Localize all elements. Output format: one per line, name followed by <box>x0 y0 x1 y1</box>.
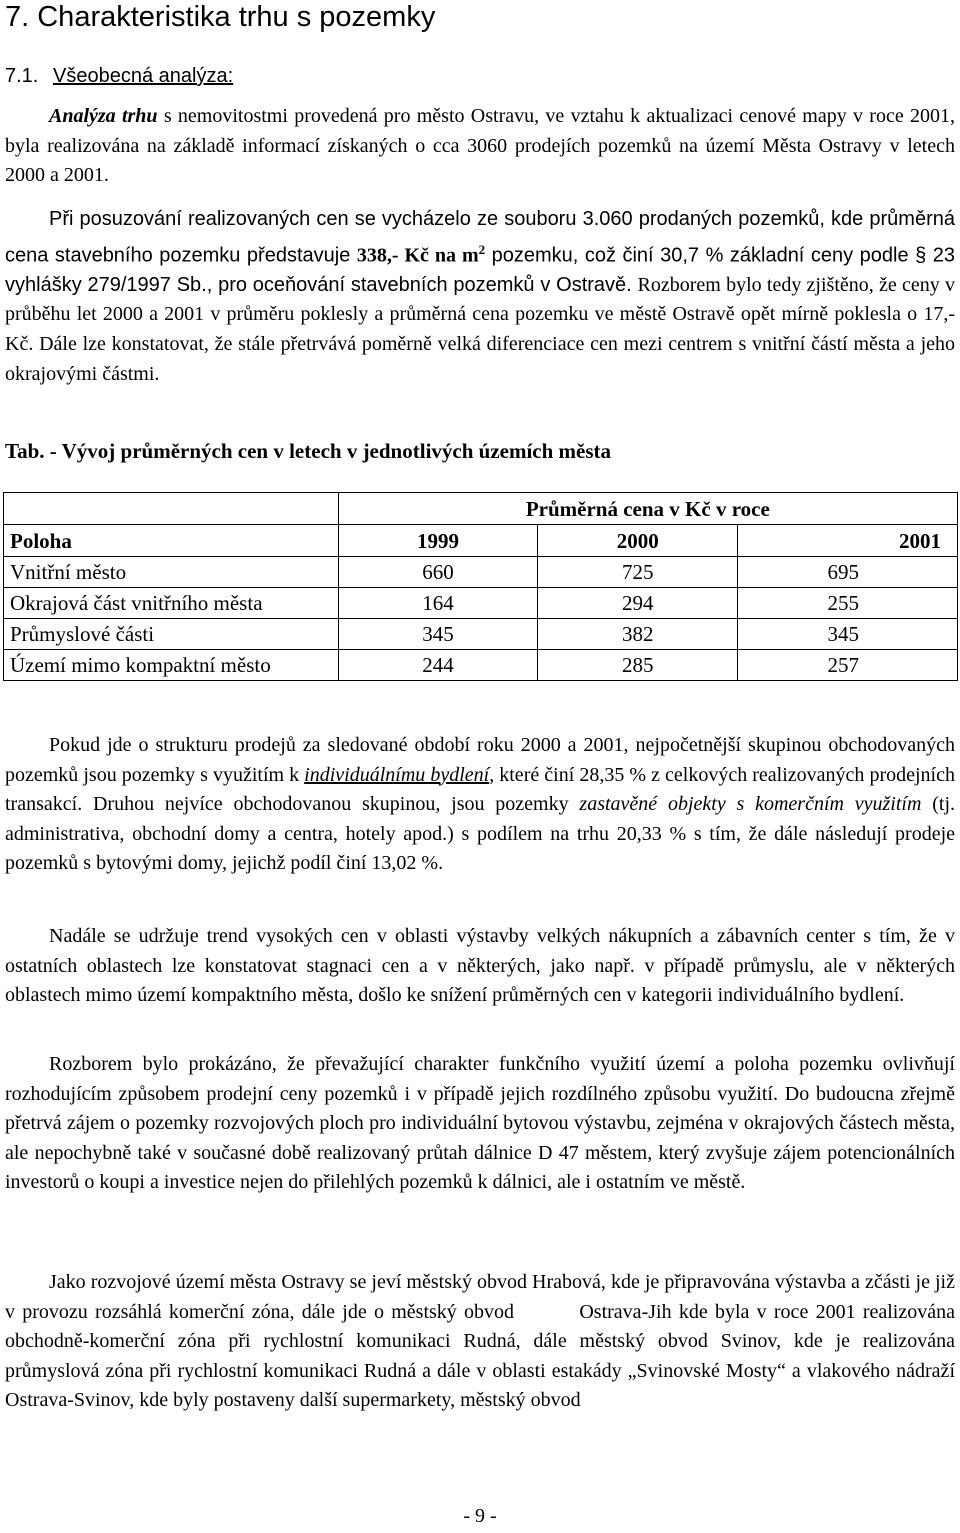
table-row <box>4 557 958 588</box>
table-header-location: Poloha <box>4 525 339 557</box>
development-text: Jako rozvojové území města Ostravy se jeví městský obvod Hrabová, kde je připravována výstavba a zčásti je již v provozu rozsáhlá komerční zóna, dále jde o městský obvod Ostrava-Jih kde byla v roce 2001 realizována obchodně-komerční zóna při rychlostní komunikaci Rudná, dále městský obvod Svinov, kde je realizována průmyslová zóna při rychlostní komunikaci Rudná a dále v oblasti estakády „Svinovské Mosty“ a vlakového nádraží Ostrava-Svinov, kde byly postaveny další supermarkety, městský obvod <box>5 1271 960 1412</box>
intro-lead: Analýza trhu <box>49 105 158 127</box>
table-caption: Tab. - Vývoj průměrných cen v letech v jednotlivých územích města <box>5 439 612 463</box>
row-value: 695 <box>738 557 958 588</box>
table-header-year: 2000 <box>538 525 738 557</box>
row-location: Území mimo kompaktní město <box>4 650 339 681</box>
table-row <box>4 588 958 619</box>
price-text-part3: Rozborem bylo tedy zjištěno, že ceny v průběhu let 2000 a 2001 v průměru poklesly a průměrná cena pozemku ve městě Ostravě opět mírně poklesla o 17,- Kč. Dále lze konstatovat, že stále přetrvává poměrně velká diferenciace cen mezi centrem s vnitřní částí města a jeho okrajovými částmi. <box>5 273 955 385</box>
table-group-header-row <box>4 493 958 525</box>
price-superscript: 2 <box>478 241 486 257</box>
row-location: Průmyslové části <box>4 619 339 650</box>
table-group-header: Průměrná cena v Kč v roce <box>338 493 957 525</box>
subsection-title: Všeobecná analýza: <box>53 65 234 87</box>
table-header-year: 1999 <box>338 525 538 557</box>
table-header-year: 2001 <box>738 525 958 557</box>
price-table <box>3 492 958 681</box>
page-number: - 9 - <box>463 1505 497 1527</box>
price-text-part2: pozemku, což činí 30,7 % základní ceny podle § 23 vyhlášky 279/1997 Sb., pro oceňování stavebních pozemků v Ostravě. <box>5 244 955 296</box>
price-paragraph <box>5 205 955 389</box>
row-value: 257 <box>738 650 958 681</box>
row-value: 244 <box>338 650 538 681</box>
subsection-number: 7.1. <box>5 65 39 87</box>
row-location: Vnitřní město <box>4 557 339 588</box>
row-value: 285 <box>538 650 738 681</box>
structure-paragraph <box>5 731 955 879</box>
intro-text: s nemovitostmi provedená pro město Ostravu, ve vztahu k aktualizaci cenové mapy v roce 2001, byla realizována na základě informací získaných o cca 3060 prodejích pozemků na území Města Ostravy v letech 2000 a 2001. <box>5 105 956 187</box>
row-value: 294 <box>538 588 738 619</box>
row-value: 382 <box>538 619 738 650</box>
structure-emphasis-2: zastavěné objekty s komerčním využitím <box>579 793 922 816</box>
row-location: Okrajová část vnitřního města <box>4 588 339 619</box>
row-value: 345 <box>338 619 538 650</box>
structure-text-a: Pokud jde o strukturu prodejů za sledované období roku 2000 a 2001, nejpočetnější skupinou obchodovaných pozemků jsou pozemky s využitím k <box>5 734 955 786</box>
subsection-heading <box>5 62 233 90</box>
table-empty-cell <box>4 493 339 525</box>
trend-paragraph <box>5 922 955 1011</box>
trend-text: Nadále se udržuje trend vysokých cen v oblasti výstavby velkých nákupních a zábavních center s tím, že v ostatních oblastech lze konstatovat stagnaci cen a v některých, jako např. v případě průmyslu, ale v některých oblastech mimo území kompaktního města, došlo ke snížení průměrných cen v kategorii individuálního bydlení. <box>5 925 955 1007</box>
table-row <box>4 619 958 650</box>
row-value: 660 <box>338 557 538 588</box>
analysis-paragraph <box>5 1050 955 1198</box>
table-row <box>4 650 958 681</box>
structure-emphasis-1: individuálnímu bydlení <box>304 763 490 786</box>
table-header-row <box>4 525 958 557</box>
analysis-text: Rozborem bylo prokázáno, že převažující charakter funkčního využití území a poloha pozemku ovlivňují rozhodujícím způsobem prodejní ceny pozemků i v případě jejich rozdílného způsobu využití. Do budoucna zřejmě přetrvá zájem o pozemky rozvojových ploch pro individuální bytovou výstavbu, zejména v okrajových částech města, ale nepochybně také v současné době realizovaný průtah dálnice D 47 městem, který zvyšuje zájem potencionálních investorů o koupi a investice nejen do přilehlých pozemků k dálnici, ale i ostatním ve městě. <box>5 1053 955 1194</box>
development-paragraph <box>5 1268 960 1416</box>
price-text-part1: Při posuzování realizovaných cen se vycházelo ze souboru 3.060 prodaných pozemků, kde průměrná cena stavebního pozemku představuje <box>5 208 955 267</box>
section-heading: 7. Charakteristika trhu s pozemky <box>5 1 436 33</box>
row-value: 164 <box>338 588 538 619</box>
row-value: 345 <box>738 619 958 650</box>
intro-paragraph <box>5 102 955 191</box>
structure-text-b: , které činí 28,35 % z celkových realizovaných prodejních transakcí. Druhou nejvíce obchodovanou skupinou, jsou pozemky <box>5 763 955 816</box>
row-value: 255 <box>738 588 958 619</box>
structure-text-c: (tj. administrativa, obchodní domy a centra, hotely apod.) s podílem na trhu 20,33 % s tím, že dále následují prodeje pozemků s bytovými domy, jejichž podíl činí 13,02 %. <box>5 793 955 875</box>
price-value: 338,- Kč na m <box>356 244 479 267</box>
row-value: 725 <box>538 557 738 588</box>
